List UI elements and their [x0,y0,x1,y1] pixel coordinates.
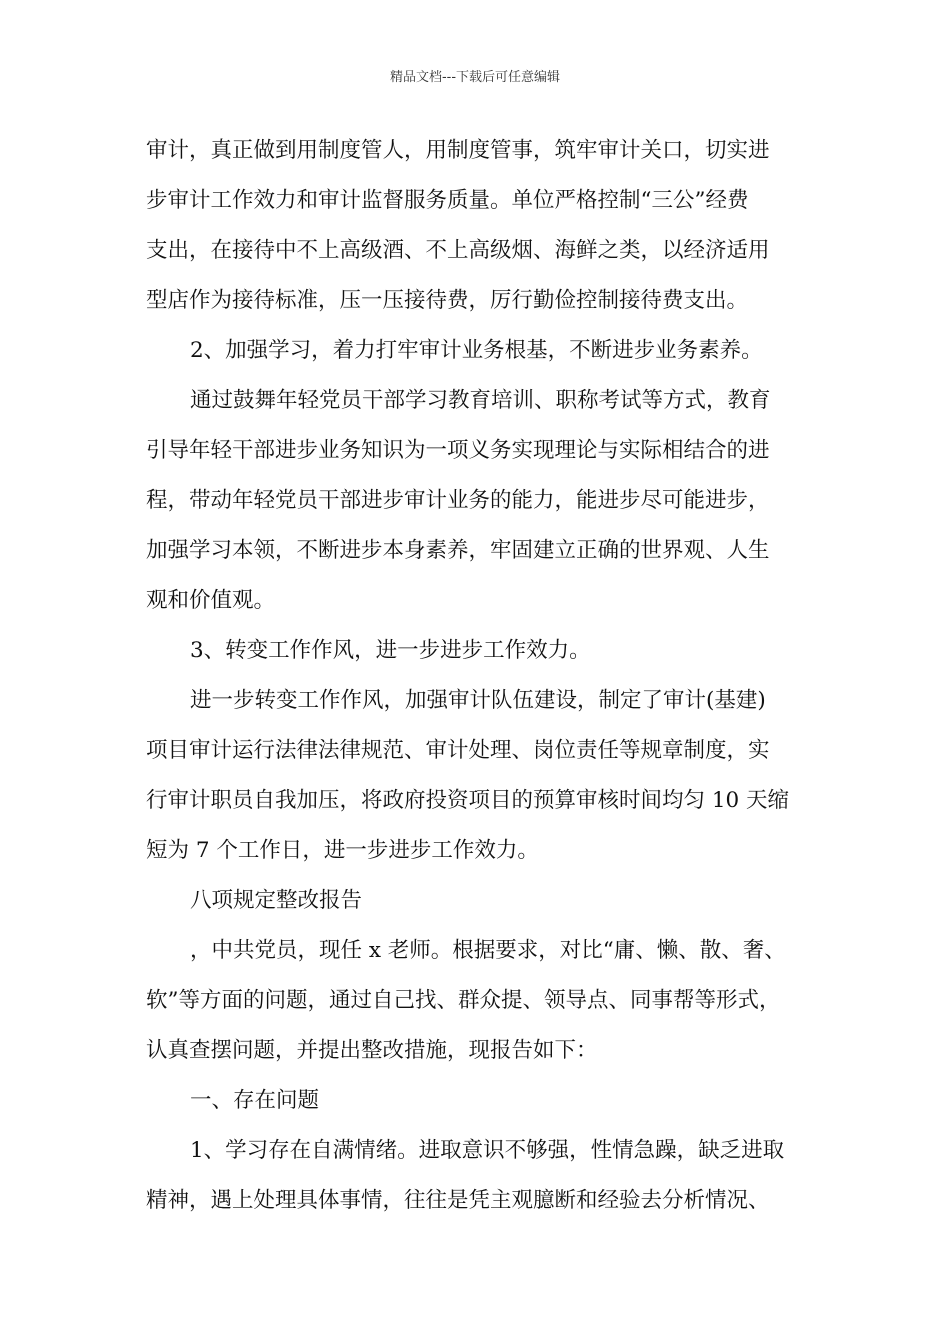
page-header: 精品文档---下载后可任意编辑 [389,70,561,85]
text-line-13: 项目审计运行法律法律规范、审计处理、岗位责任等规章制度，实 [146,738,770,763]
text-line-14: 行审计职员自我加压，将政府投资项目的预算审核时间均匀 10 天缩 [146,788,790,813]
subsection-title: 一、存在问题 [190,1088,320,1113]
text-line-2: 步审计工作效力和审计监督服务质量。单位严格控制“三公”经费 [146,188,749,213]
text-line-21: 1、学习存在自满情绪。进取意识不够强，性情急躁，缺乏进取 [190,1138,785,1163]
text-line-8: 程，带动年轻党员干部进步审计业务的能力，能进步尽可能进步， [146,488,770,513]
text-line-17: ，中共党员，现任 x 老师。根据要求，对比“庸、懒、散、奢、 [190,938,786,963]
text-line-12: 进一步转变工作作风，加强审计队伍建设，制定了审计(基建) [190,688,766,713]
text-line-10: 观和价值观。 [146,588,276,613]
document-body [146,126,822,1226]
text-line-1: 审计，真正做到用制度管人，用制度管事，筑牢审计关口，切实进 [146,138,770,163]
text-line-5: 2、加强学习，着力打牢审计业务根基，不断进步业务素养。 [190,338,763,363]
text-line-9: 加强学习本领，不断进步本身素养，牢固建立正确的世界观、人生 [146,538,770,563]
text-line-22: 精神，遇上处理具体事情，往往是凭主观臆断和经验去分析情况、 [146,1188,770,1213]
section-title: 八项规定整改报告 [190,888,363,913]
text-line-15: 短为 7 个工作日，进一步进步工作效力。 [146,838,539,863]
text-line-4: 型店作为接待标准，压一压接待费，厉行勤俭控制接待费支出。 [146,288,749,313]
text-line-3: 支出，在接待中不上高级酒、不上高级烟、海鲜之类，以经济适用 [146,238,770,263]
text-line-19: 认真查摆问题，并提出整改措施，现报告如下： [146,1038,598,1063]
text-line-18: 软”等方面的问题，通过自己找、群众提、领导点、同事帮等形式， [146,988,781,1013]
text-line-11: 3、转变工作作风，进一步进步工作效力。 [190,638,591,663]
text-line-7: 引导年轻干部进步业务知识为一项义务实现理论与实际相结合的进 [146,438,770,463]
text-line-6: 通过鼓舞年轻党员干部学习教育培训、职称考试等方式，教育 [190,388,771,413]
